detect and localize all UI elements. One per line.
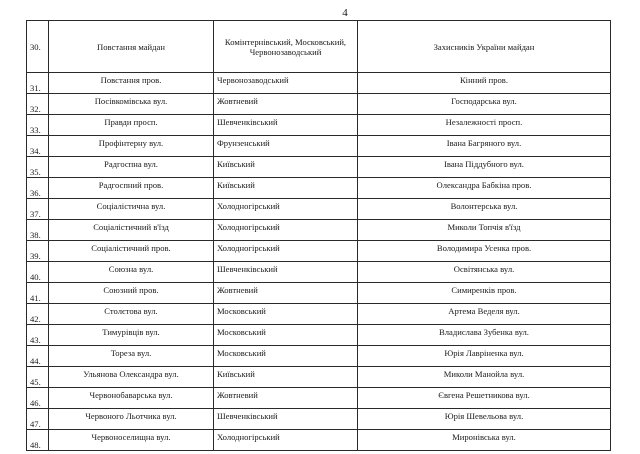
new-street-name: Владислава Зубенка вул. (358, 325, 611, 346)
new-street-name: Івана Піддубного вул. (358, 157, 611, 178)
page-number: 4 (342, 7, 348, 19)
new-street-name: Юрія Лавріненка вул. (358, 346, 611, 367)
row-number: 38. (27, 220, 49, 241)
new-street-name: Волонтерська вул. (358, 199, 611, 220)
table-row (27, 115, 611, 136)
new-street-name: Євгена Решетникова вул. (358, 388, 611, 409)
table-row (27, 241, 611, 262)
old-street-name: Правди просп. (49, 115, 214, 136)
table-row (27, 304, 611, 325)
table-row (27, 283, 611, 304)
district-name: Жовтневий (214, 388, 358, 409)
table-row (27, 367, 611, 388)
new-street-name: Миколи Манойла вул. (358, 367, 611, 388)
row-number: 48. (27, 430, 49, 451)
table-row (27, 220, 611, 241)
old-street-name: Червонобаварська вул. (49, 388, 214, 409)
old-street-name: Союзна вул. (49, 262, 214, 283)
old-street-name: Радгоспна вул. (49, 157, 214, 178)
district-name: Червонозаводський (214, 73, 358, 94)
table-row (27, 199, 611, 220)
district-name: Московський (214, 346, 358, 367)
table-row (27, 73, 611, 94)
district-name: Московський (214, 304, 358, 325)
row-number: 35. (27, 157, 49, 178)
new-street-name: Івана Багряного вул. (358, 136, 611, 157)
district-name: Холодногірський (214, 241, 358, 262)
district-name: Шевченківський (214, 115, 358, 136)
row-number: 32. (27, 94, 49, 115)
table-row (27, 388, 611, 409)
new-street-name: Миколи Топчія в'їзд (358, 220, 611, 241)
row-number: 42. (27, 304, 49, 325)
table-row (27, 325, 611, 346)
row-number: 41. (27, 283, 49, 304)
row-number: 36. (27, 178, 49, 199)
district-name: Київський (214, 178, 358, 199)
district-name: Жовтневий (214, 94, 358, 115)
district-name: Холодногірський (214, 430, 358, 451)
row-number: 31. (27, 73, 49, 94)
row-number: 47. (27, 409, 49, 430)
old-street-name: Тимурівців вул. (49, 325, 214, 346)
old-street-name: Червоного Льотчика вул. (49, 409, 214, 430)
new-street-name: Незалежності просп. (358, 115, 611, 136)
row-number: 34. (27, 136, 49, 157)
row-number: 45. (27, 367, 49, 388)
new-street-name: Кінний пров. (358, 73, 611, 94)
table-row (27, 21, 611, 73)
old-street-name: Столєтова вул. (49, 304, 214, 325)
old-street-name: Повстання пров. (49, 73, 214, 94)
old-street-name: Соціалістичний в'їзд (49, 220, 214, 241)
district-name: Шевченківський (214, 409, 358, 430)
new-street-name: Захисників України майдан (358, 21, 611, 73)
district-name: Жовтневий (214, 283, 358, 304)
table-row (27, 346, 611, 367)
row-number: 40. (27, 262, 49, 283)
table-row (27, 178, 611, 199)
old-street-name: Союзний пров. (49, 283, 214, 304)
new-street-name: Миронівська вул. (358, 430, 611, 451)
old-street-name: Радгоспний пров. (49, 178, 214, 199)
row-number: 37. (27, 199, 49, 220)
table-body (27, 21, 611, 451)
row-number: 30. (27, 21, 49, 73)
street-rename-table (26, 20, 611, 451)
new-street-name: Юрія Шевельова вул. (358, 409, 611, 430)
table-row (27, 430, 611, 451)
old-street-name: Посівкомівська вул. (49, 94, 214, 115)
old-street-name: Соціалістичний пров. (49, 241, 214, 262)
row-number: 44. (27, 346, 49, 367)
row-number: 33. (27, 115, 49, 136)
district-name: Шевченківський (214, 262, 358, 283)
district-name: Комінтернівський, Московський, Червонозаводський (214, 21, 358, 73)
district-name: Київський (214, 367, 358, 388)
new-street-name: Артема Веделя вул. (358, 304, 611, 325)
table-row (27, 94, 611, 115)
new-street-name: Освітянська вул. (358, 262, 611, 283)
district-name: Фрунзенський (214, 136, 358, 157)
row-number: 43. (27, 325, 49, 346)
old-street-name: Повстання майдан (49, 21, 214, 73)
table-row (27, 409, 611, 430)
district-name: Київський (214, 157, 358, 178)
old-street-name: Червоноселищна вул. (49, 430, 214, 451)
old-street-name: Профінтерну вул. (49, 136, 214, 157)
district-name: Холодногірський (214, 199, 358, 220)
table-row (27, 136, 611, 157)
new-street-name: Володимира Усенка пров. (358, 241, 611, 262)
old-street-name: Ульянова Олександра вул. (49, 367, 214, 388)
old-street-name: Соціалістична вул. (49, 199, 214, 220)
row-number: 46. (27, 388, 49, 409)
table-row (27, 157, 611, 178)
district-name: Холодногірський (214, 220, 358, 241)
new-street-name: Симиренків пров. (358, 283, 611, 304)
new-street-name: Олександра Бабкіна пров. (358, 178, 611, 199)
old-street-name: Тореза вул. (49, 346, 214, 367)
district-name: Московський (214, 325, 358, 346)
table-row (27, 262, 611, 283)
row-number: 39. (27, 241, 49, 262)
new-street-name: Господарська вул. (358, 94, 611, 115)
